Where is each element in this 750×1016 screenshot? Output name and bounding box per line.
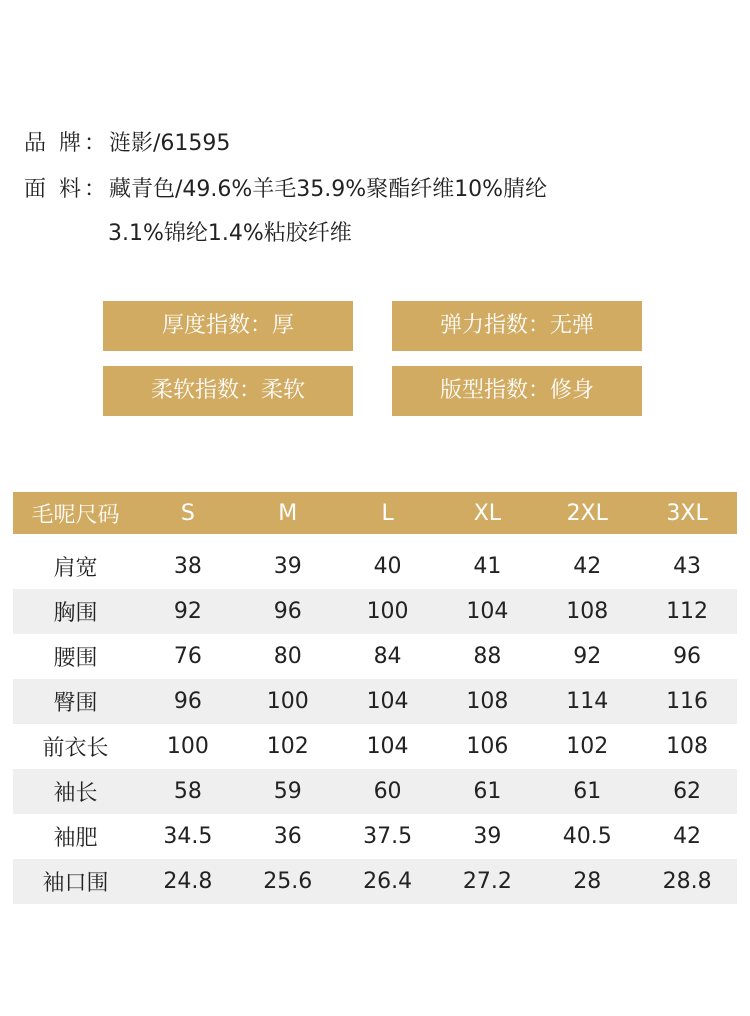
measure-name: 前衣长 bbox=[42, 736, 109, 761]
measure-name: 肩宽 bbox=[53, 556, 98, 581]
table-cell: 40.5 bbox=[562, 824, 612, 849]
table-cell: 43 bbox=[673, 554, 702, 579]
table-cell: 92 bbox=[138, 589, 238, 634]
table-cell: 38 bbox=[173, 554, 202, 579]
table-cell: 76 bbox=[173, 644, 202, 669]
thickness-index-tag: 厚度指数：厚 bbox=[103, 301, 353, 351]
size-header-cell: L bbox=[338, 492, 438, 534]
size-header-cell: XL bbox=[437, 492, 537, 534]
fabric-label: 面 料： bbox=[24, 177, 109, 202]
fit-index-tag: 版型指数：修身 bbox=[392, 366, 642, 416]
table-cell: 28 bbox=[537, 859, 637, 904]
table-cell: 39 bbox=[273, 554, 302, 579]
table-cell: 108 bbox=[437, 679, 537, 724]
table-cell: 27.2 bbox=[437, 859, 537, 904]
table-cell: 84 bbox=[373, 644, 402, 669]
table-cell: 114 bbox=[537, 679, 637, 724]
fabric-value-line1: 藏青色/49.6%羊毛35.9%聚酯纤维10%腈纶 bbox=[109, 177, 548, 202]
brand-row bbox=[24, 126, 230, 157]
table-row bbox=[13, 724, 737, 769]
size-header-cell: 毛呢尺码 bbox=[13, 492, 138, 534]
brand-label: 品 牌： bbox=[24, 131, 109, 156]
table-cell: 24.8 bbox=[138, 859, 238, 904]
size-header-cell: 3XL bbox=[637, 492, 737, 534]
table-cell: 36 bbox=[273, 824, 302, 849]
size-chart-table bbox=[13, 492, 737, 904]
table-row bbox=[13, 859, 737, 904]
table-cell: 41 bbox=[473, 554, 502, 579]
table-cell: 58 bbox=[138, 769, 238, 814]
table-cell: 92 bbox=[573, 644, 602, 669]
table-cell: 108 bbox=[537, 589, 637, 634]
table-cell: 100 bbox=[166, 734, 209, 759]
table-row bbox=[13, 679, 737, 724]
measure-name: 臀围 bbox=[13, 679, 138, 724]
table-cell: 96 bbox=[138, 679, 238, 724]
measure-name: 袖长 bbox=[13, 769, 138, 814]
measure-name: 袖口围 bbox=[13, 859, 138, 904]
table-cell: 108 bbox=[666, 734, 709, 759]
table-cell: 106 bbox=[466, 734, 509, 759]
table-cell: 60 bbox=[338, 769, 438, 814]
table-cell: 116 bbox=[637, 679, 737, 724]
table-cell: 42 bbox=[673, 824, 702, 849]
table-cell: 26.4 bbox=[338, 859, 438, 904]
table-row bbox=[13, 634, 737, 679]
fabric-value-line2: 3.1%锦纶1.4%粘胶纤维 bbox=[108, 221, 352, 246]
table-cell: 104 bbox=[366, 734, 409, 759]
measure-name: 胸围 bbox=[13, 589, 138, 634]
fabric-row bbox=[24, 172, 547, 203]
fabric-row-continued bbox=[108, 216, 352, 247]
size-header-cell: S bbox=[138, 492, 238, 534]
brand-value: 涟影/61595 bbox=[109, 131, 231, 156]
table-row bbox=[13, 544, 737, 589]
table-cell: 104 bbox=[338, 679, 438, 724]
size-header-cell: M bbox=[238, 492, 338, 534]
table-cell: 25.6 bbox=[238, 859, 338, 904]
table-spacer bbox=[13, 534, 737, 544]
table-row bbox=[13, 589, 737, 634]
softness-index-tag: 柔软指数：柔软 bbox=[103, 366, 353, 416]
table-cell: 102 bbox=[566, 734, 609, 759]
measure-name: 腰围 bbox=[53, 646, 98, 671]
table-cell: 102 bbox=[266, 734, 309, 759]
table-cell: 37.5 bbox=[363, 824, 413, 849]
elasticity-index-tag: 弹力指数：无弹 bbox=[392, 301, 642, 351]
measure-name: 袖肥 bbox=[53, 826, 98, 851]
table-cell: 96 bbox=[238, 589, 338, 634]
table-cell: 34.5 bbox=[163, 824, 213, 849]
table-cell: 88 bbox=[473, 644, 502, 669]
table-cell: 100 bbox=[238, 679, 338, 724]
table-cell: 80 bbox=[273, 644, 302, 669]
table-cell: 42 bbox=[573, 554, 602, 579]
table-cell: 40 bbox=[373, 554, 402, 579]
table-cell: 28.8 bbox=[637, 859, 737, 904]
table-cell: 104 bbox=[437, 589, 537, 634]
table-cell: 62 bbox=[637, 769, 737, 814]
table-cell: 39 bbox=[473, 824, 502, 849]
size-header-cell: 2XL bbox=[537, 492, 637, 534]
table-row bbox=[13, 814, 737, 859]
table-cell: 112 bbox=[637, 589, 737, 634]
size-header-row bbox=[13, 492, 737, 534]
table-cell: 61 bbox=[437, 769, 537, 814]
table-cell: 61 bbox=[537, 769, 637, 814]
table-cell: 100 bbox=[338, 589, 438, 634]
table-cell: 96 bbox=[673, 644, 702, 669]
table-cell: 59 bbox=[238, 769, 338, 814]
table-row bbox=[13, 769, 737, 814]
